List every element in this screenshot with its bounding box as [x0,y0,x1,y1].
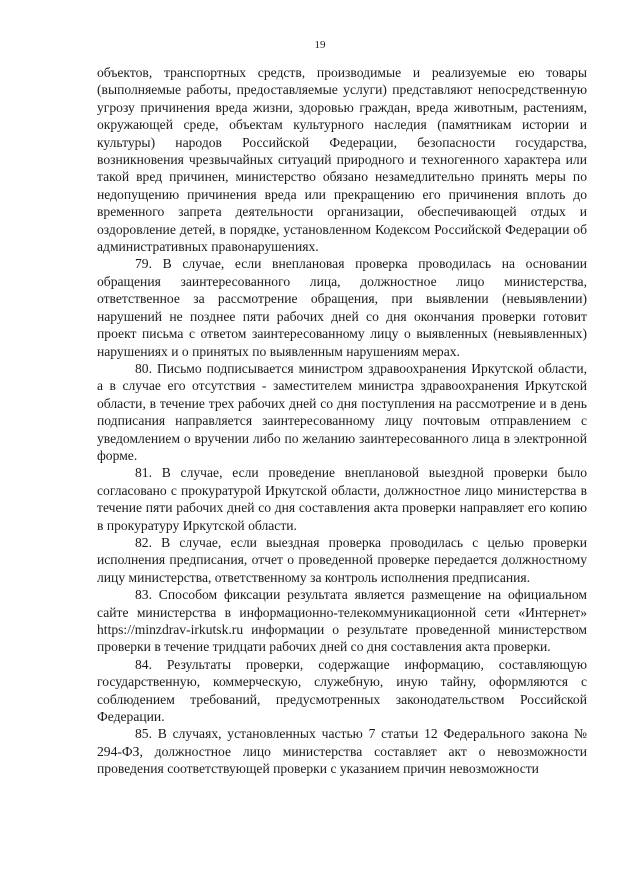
page-number: 19 [314,39,326,51]
paragraph-85: 85. В случаях, установленных частью 7 статьи 12 Федерального закона № 294-ФЗ, должностное лицо министерства составляет акт о невозможности проведения соответствующей проверки с указанием причин невозможности [97,726,587,777]
paragraph-84: 84. Результаты проверки, содержащие информацию, составляющую государственную, коммерческую, служебную, иную тайну, оформляются с соблюдением требований, предусмотренных законодательством Российской Федерации. [97,656,587,725]
paragraph-83: 83. Способом фиксации результата является размещение на официальном сайте министерства в информационно-телекоммуникационной сети «Интернет» https://minzdrav-irkutsk.ru информации о результате проведенной министерством проверки в течение тридцати рабочих дней со дня составления акта проверки. [97,587,587,655]
paragraph-79: 79. В случае, если внеплановая проверка проводилась на основании обращения заинтересованного лица, должностное лицо министерства, ответственное за рассмотрение обращения, при выявлении (невыявлении) нарушений не позднее пяти рабочих дней со дня окончания проверки готовит проект письма с ответом заинтересованному лицу о выявленных (невыявленных) нарушениях и о принятых по выявленным нарушениям мерах. [97,256,587,359]
paragraph-continuation: объектов, транспортных средств, производимые и реализуемые ею товары (выполняемые работы, предоставляемые услуги) представляют непосредственную угрозу причинения вреда жизни, здоровью граждан, вреда животным, растениям, окружающей среде, объектам культурного наследия (памятникам истории и культуры) народов Российской Федерации, безопасности государства, возникновения чрезвычайных ситуаций природного и техногенного характера или такой вред причинен, министерство обязано незамедлительно принять меры по недопущению причинения вреда или прекращению его причинения вплоть до временного запрета деятельности организации, обеспечивающей отдых и оздоровление детей, в порядке, установленном Кодексом Российской Федерации об административных правонарушениях. [97,65,587,255]
paragraph-80: 80. Письмо подписывается министром здравоохранения Иркутской области, а в случае его отсутствия - заместителем министра здравоохранения Иркутской области, в течение трех рабочих дней со дня поступления на рассмотрение и в день подписания направляется заинтересованному лицу почтовым отправлением с уведомлением о вручении либо по желанию заинтересованного лица в электронной форме. [97,360,587,463]
document-body [97,64,587,778]
paragraph-81: 81. В случае, если проведение внеплановой выездной проверки было согласовано с прокуратурой Иркутской области, должностное лицо министерства в течение пяти рабочих дней со дня составления акта проверки направляет его копию в прокуратуру Иркутской области. [97,465,587,533]
paragraph-82: 82. В случае, если выездная проверка проводилась с целью проверки исполнения предписания, отчет о проведенной проверке передается должностному лицу министерства, ответственному за контроль исполнения предписания. [97,534,587,585]
